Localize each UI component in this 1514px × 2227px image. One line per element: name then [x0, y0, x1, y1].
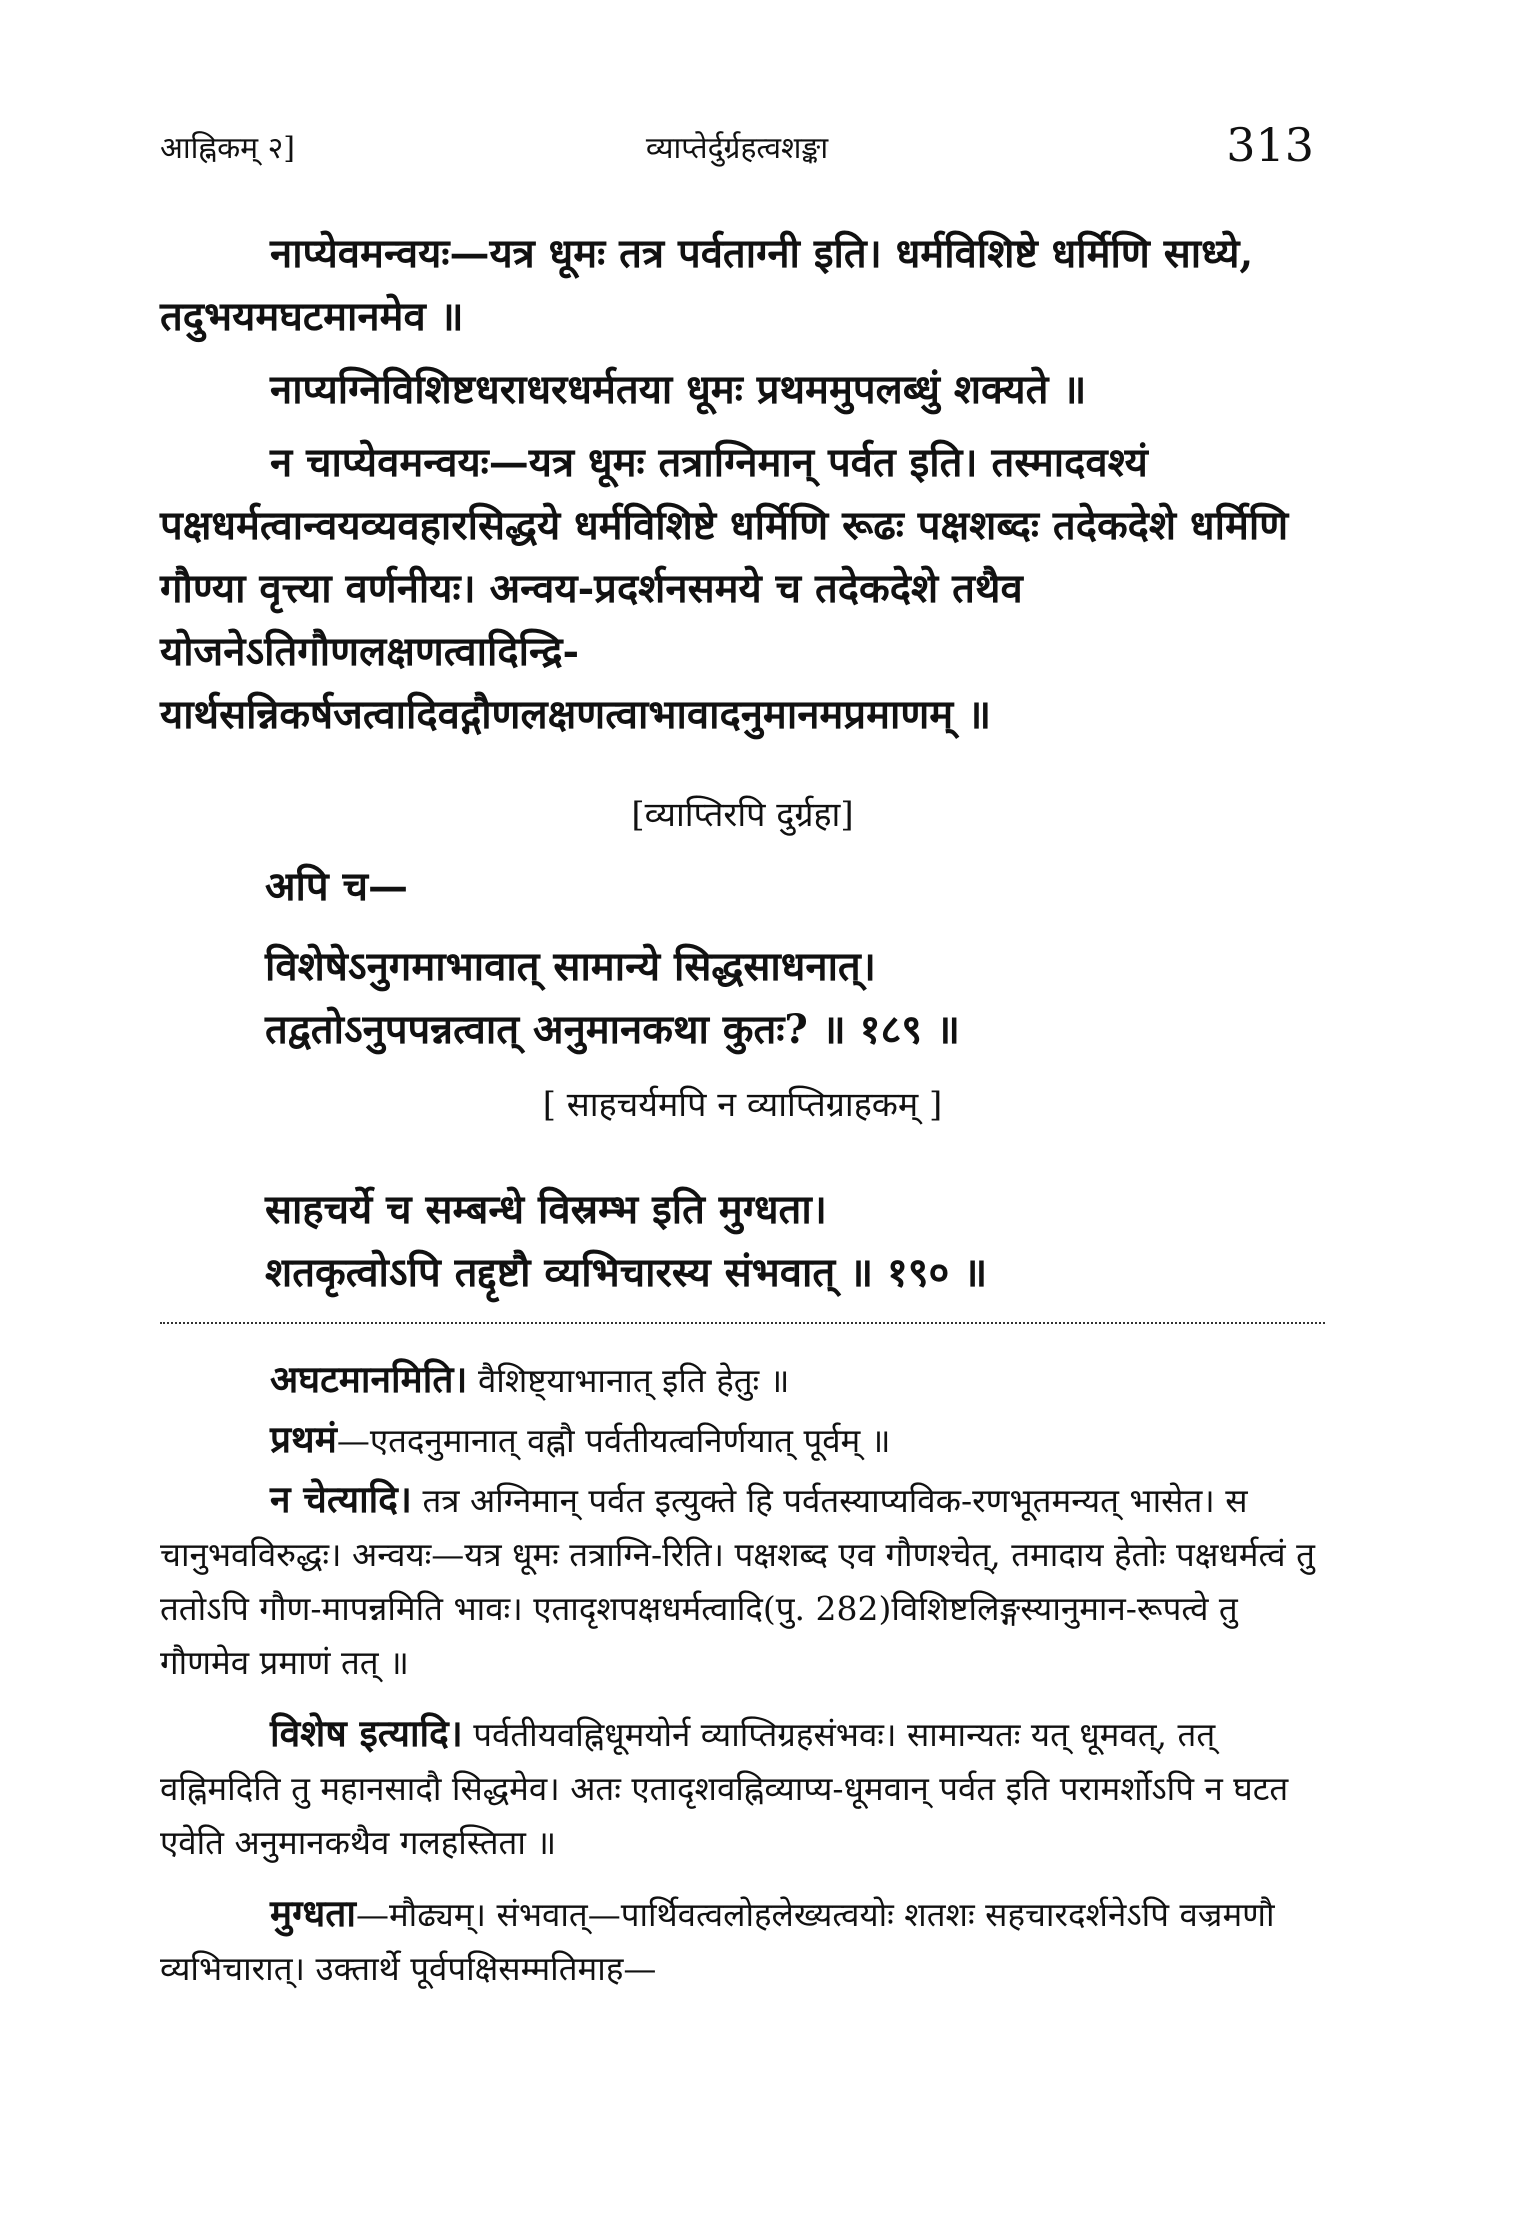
- paragraph-3: न चाप्येवमन्वयः—यत्र धूमः तत्राग्निमान् पर्वत इति। तस्मादवश्यं पक्षधर्मत्वान्वयव्यवहारसिद्धये धर्मविशिष्टे धर्मिणि रूढः पक्षशब्दः तदेकदेशे धर्मिणि गौण्या वृत्त्या वर्णनीयः। अन्वय-प्रदर्शनसमये च तदेकदेशे तथैव योजनेऽतिगौणलक्षणत्वादिन्द्रि-यार्थसन्निकर्षजत्वादिवद्गौणलक्षणत्वाभावादनुमानमप्रमाणम् ॥: [160, 439, 1289, 738]
- commentary-4: [160, 1706, 1325, 1870]
- commentary-1: [160, 1352, 1325, 1408]
- verse-190-line-1: साहचर्ये च सम्बन्धे विस्रम्भ इति मुग्धता।: [265, 1186, 827, 1233]
- section-heading-2: [ साहचर्यमपि न व्याप्तिग्राहकम् ]: [542, 1085, 943, 1125]
- commentary-1-body: वैशिष्ट्याभानात् इति हेतुः ॥: [477, 1361, 790, 1400]
- commentary-3: [160, 1472, 1325, 1690]
- divider-rule: [160, 1322, 1325, 1324]
- page-number: 313: [1226, 118, 1314, 172]
- paragraph-1: नाप्येवमन्वयः—यत्र धूमः तत्र पर्वताग्नी इति। धर्मविशिष्टे धर्मिणि साध्ये, तदुभयमघटमानमेव ॥: [160, 230, 1254, 340]
- section-heading-1: [व्याप्तिरपि दुर्ग्रहा]: [631, 795, 854, 835]
- running-head-left: आह्निकम् २]: [160, 131, 295, 166]
- commentary: [160, 1352, 1325, 1996]
- verse-190: [160, 1178, 1430, 1304]
- commentary-3-lead: न चेत्यादि।: [270, 1477, 412, 1521]
- verse-189-line-1: विशेषेऽनुगमाभावात् सामान्ये सिद्धसाधनात्।: [265, 943, 876, 990]
- commentary-2-body: —एतदनुमानात् वह्नौ पर्वतीयत्वनिर्णयात् पूर्वम् ॥: [336, 1421, 891, 1460]
- commentary-4-body: पर्वतीयवह्निधूमयोर्न व्याप्तिग्रहसंभवः। सामान्यतः यत् धूमवत्, तत् वह्निमदिति तु महानसादौ सिद्धमेव। अतः एतादृशवह्निव्याप्य-धूमवान् पर्वत इति परामर्शोऽपि न घटत एवेति अनुमानकथैव गलहस्तिता ॥: [160, 1715, 1289, 1862]
- verse-189-line-2: तद्वतोऽनुपपन्नत्वात् अनुमानकथा कुतः? ॥ १८९ ॥: [265, 1006, 960, 1053]
- commentary-5: [160, 1886, 1325, 1996]
- page-header: [160, 118, 1314, 178]
- commentary-2: [160, 1412, 1325, 1468]
- commentary-2-lead: प्रथमं: [270, 1417, 337, 1461]
- commentary-4-lead: विशेष इत्यादि।: [270, 1711, 463, 1755]
- commentary-5-body: —मौढ्यम्। संभवात्—पार्थिवत्वलोहलेख्यत्वयोः शतशः सहचारदर्शनेऽपि वज्रमणौ व्यभिचारात्। उक्तार्थे पूर्वपक्षिसम्मतिमाह—: [160, 1895, 1275, 1988]
- paragraph-2: नाप्यग्निविशिष्टधराधरधर्मतया धूमः प्रथममुपलब्धुं शक्यते ॥: [270, 366, 1087, 413]
- verse-189: [160, 935, 1430, 1061]
- commentary-3-body: तत्र अग्निमान् पर्वत इत्युक्ते हि पर्वतस्याप्यविक-रणभूतमन्यत् भासेत। स चानुभवविरुद्धः। अन्वयः—यत्र धूमः तत्राग्नि-रिति। पक्षशब्द एव गौणश्चेत्, तमादाय हेतोः पक्षधर्मत्वं तु ततोऽपि गौण-मापन्नमिति भावः। एतादृशपक्षधर्मत्वादि(पु. 282)विशिष्टलिङ्गस्यानुमान-रूपत्वे तु गौणमेव प्रमाणं तत् ॥: [160, 1481, 1315, 1682]
- commentary-1-lead: अघटमानमिति।: [270, 1357, 468, 1401]
- verse-190-line-2: शतकृत्वोऽपि तद्दृष्टौ व्यभिचारस्य संभवात् ॥ १९० ॥: [265, 1249, 988, 1296]
- main-text: [160, 222, 1325, 746]
- running-head-title: व्याप्तेर्दुर्ग्रहत्वशङ्का: [645, 131, 829, 166]
- commentary-5-lead: मुग्धता: [270, 1891, 356, 1935]
- api-ca-line: अपि च—: [265, 863, 408, 910]
